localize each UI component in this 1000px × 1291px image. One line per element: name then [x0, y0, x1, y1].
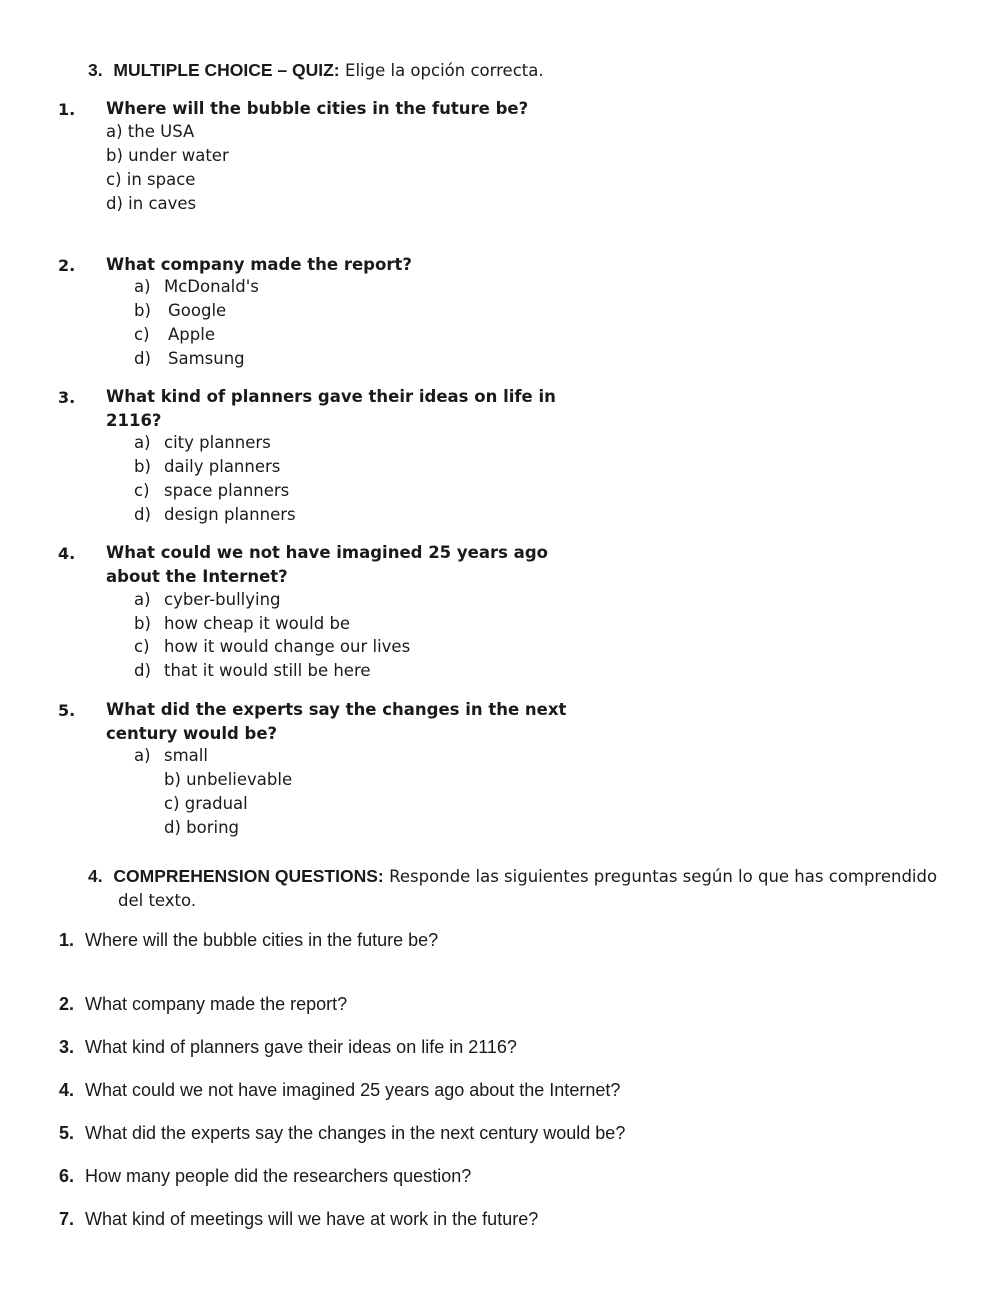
- mc-question-1-option-c[interactable]: c) in space: [106, 170, 196, 189]
- mc-question-5-text-line-2: century would be?: [106, 724, 278, 743]
- mc-question-3-text-line-1: What kind of planners gave their ideas on life in: [106, 387, 556, 406]
- section-3-heading: [88, 60, 544, 81]
- mc-question-4-text-line-2: about the Internet?: [106, 567, 288, 586]
- comprehension-question-4: [59, 1080, 620, 1101]
- mc-question-3-text-line-2: 2116?: [106, 411, 162, 430]
- mc-question-4-option-c-letter: c): [134, 637, 150, 656]
- mc-question-2-number: 2.: [58, 256, 76, 275]
- mc-question-4-option-d[interactable]: that it would still be here: [164, 661, 371, 680]
- section-4-title: COMPREHENSION QUESTIONS:: [113, 866, 384, 886]
- section-4-number: 4.: [88, 866, 103, 886]
- mc-question-2-option-a-letter: a): [134, 277, 151, 296]
- mc-question-5-option-b[interactable]: b) unbelievable: [164, 770, 293, 789]
- comprehension-question-2-number: 2.: [59, 994, 75, 1014]
- mc-question-3-option-b-letter: b): [134, 457, 151, 476]
- mc-question-3-option-c-letter: c): [134, 481, 150, 500]
- comprehension-question-5-text: What did the experts say the changes in the next century would be?: [85, 1123, 626, 1143]
- section-3-number: 3.: [88, 60, 103, 80]
- mc-question-2-option-c-letter: c): [134, 325, 150, 344]
- comprehension-question-3-number: 3.: [59, 1037, 75, 1057]
- mc-question-4-option-a-letter: a): [134, 590, 151, 609]
- comprehension-question-2: [59, 994, 347, 1015]
- mc-question-4-option-b[interactable]: how cheap it would be: [164, 614, 351, 633]
- section-4-instruction-line-2: del texto.: [118, 891, 197, 910]
- comprehension-question-5: [59, 1123, 625, 1144]
- mc-question-2-option-d[interactable]: Samsung: [168, 349, 245, 368]
- mc-question-5-option-a[interactable]: small: [164, 746, 208, 765]
- comprehension-question-4-text: What could we not have imagined 25 years ago about the Internet?: [85, 1080, 621, 1100]
- comprehension-question-5-number: 5.: [59, 1123, 75, 1143]
- comprehension-question-1-number: 1.: [59, 930, 75, 950]
- comprehension-question-7-text: What kind of meetings will we have at work in the future?: [85, 1209, 539, 1229]
- section-4-instruction-line-1: Responde las siguientes preguntas según lo que has comprendido: [389, 867, 938, 886]
- mc-question-3-option-d[interactable]: design planners: [164, 505, 296, 524]
- mc-question-2-option-b[interactable]: Google: [168, 301, 227, 320]
- mc-question-1-option-a[interactable]: a) the USA: [106, 122, 195, 141]
- mc-question-5-option-d[interactable]: d) boring: [164, 818, 240, 837]
- comprehension-question-4-number: 4.: [59, 1080, 75, 1100]
- mc-question-2-option-a[interactable]: McDonald's: [164, 277, 259, 296]
- mc-question-5-text-line-1: What did the experts say the changes in the next: [106, 700, 567, 719]
- comprehension-question-7-number: 7.: [59, 1209, 75, 1229]
- mc-question-3-number: 3.: [58, 388, 76, 407]
- mc-question-1-number: 1.: [58, 100, 76, 119]
- mc-question-2-option-d-letter: d): [134, 349, 151, 368]
- comprehension-question-6-number: 6.: [59, 1166, 75, 1186]
- section-4-heading: [88, 866, 937, 887]
- mc-question-4-option-c[interactable]: how it would change our lives: [164, 637, 411, 656]
- comprehension-question-2-text: What company made the report?: [85, 994, 348, 1014]
- mc-question-3-option-d-letter: d): [134, 505, 151, 524]
- mc-question-5-option-a-letter: a): [134, 746, 151, 765]
- mc-question-4-option-a[interactable]: cyber-bullying: [164, 590, 281, 609]
- comprehension-question-6: [59, 1166, 471, 1187]
- mc-question-1-text: Where will the bubble cities in the future be?: [106, 99, 529, 118]
- mc-question-4-option-b-letter: b): [134, 614, 151, 633]
- section-3-title: MULTIPLE CHOICE – QUIZ:: [113, 60, 340, 80]
- mc-question-3-option-c[interactable]: space planners: [164, 481, 290, 500]
- mc-question-5-option-c[interactable]: c) gradual: [164, 794, 248, 813]
- comprehension-question-6-text: How many people did the researchers question?: [85, 1166, 472, 1186]
- mc-question-4-text-line-1: What could we not have imagined 25 years ago: [106, 543, 548, 562]
- section-3-instruction: Elige la opción correcta.: [345, 61, 544, 80]
- comprehension-question-7: [59, 1209, 538, 1230]
- mc-question-3-option-a-letter: a): [134, 433, 151, 452]
- comprehension-question-3: [59, 1037, 517, 1058]
- comprehension-question-1-text: Where will the bubble cities in the future be?: [85, 930, 439, 950]
- mc-question-2-text: What company made the report?: [106, 255, 412, 274]
- mc-question-3-option-b[interactable]: daily planners: [164, 457, 281, 476]
- mc-question-3-option-a[interactable]: city planners: [164, 433, 271, 452]
- mc-question-4-number: 4.: [58, 544, 76, 563]
- mc-question-2-option-b-letter: b): [134, 301, 151, 320]
- comprehension-question-1: [59, 930, 438, 951]
- mc-question-4-option-d-letter: d): [134, 661, 151, 680]
- mc-question-5-number: 5.: [58, 701, 76, 720]
- comprehension-question-3-text: What kind of planners gave their ideas on life in 2116?: [85, 1037, 517, 1057]
- mc-question-1-option-b[interactable]: b) under water: [106, 146, 229, 165]
- mc-question-1-option-d[interactable]: d) in caves: [106, 194, 197, 213]
- mc-question-2-option-c[interactable]: Apple: [168, 325, 215, 344]
